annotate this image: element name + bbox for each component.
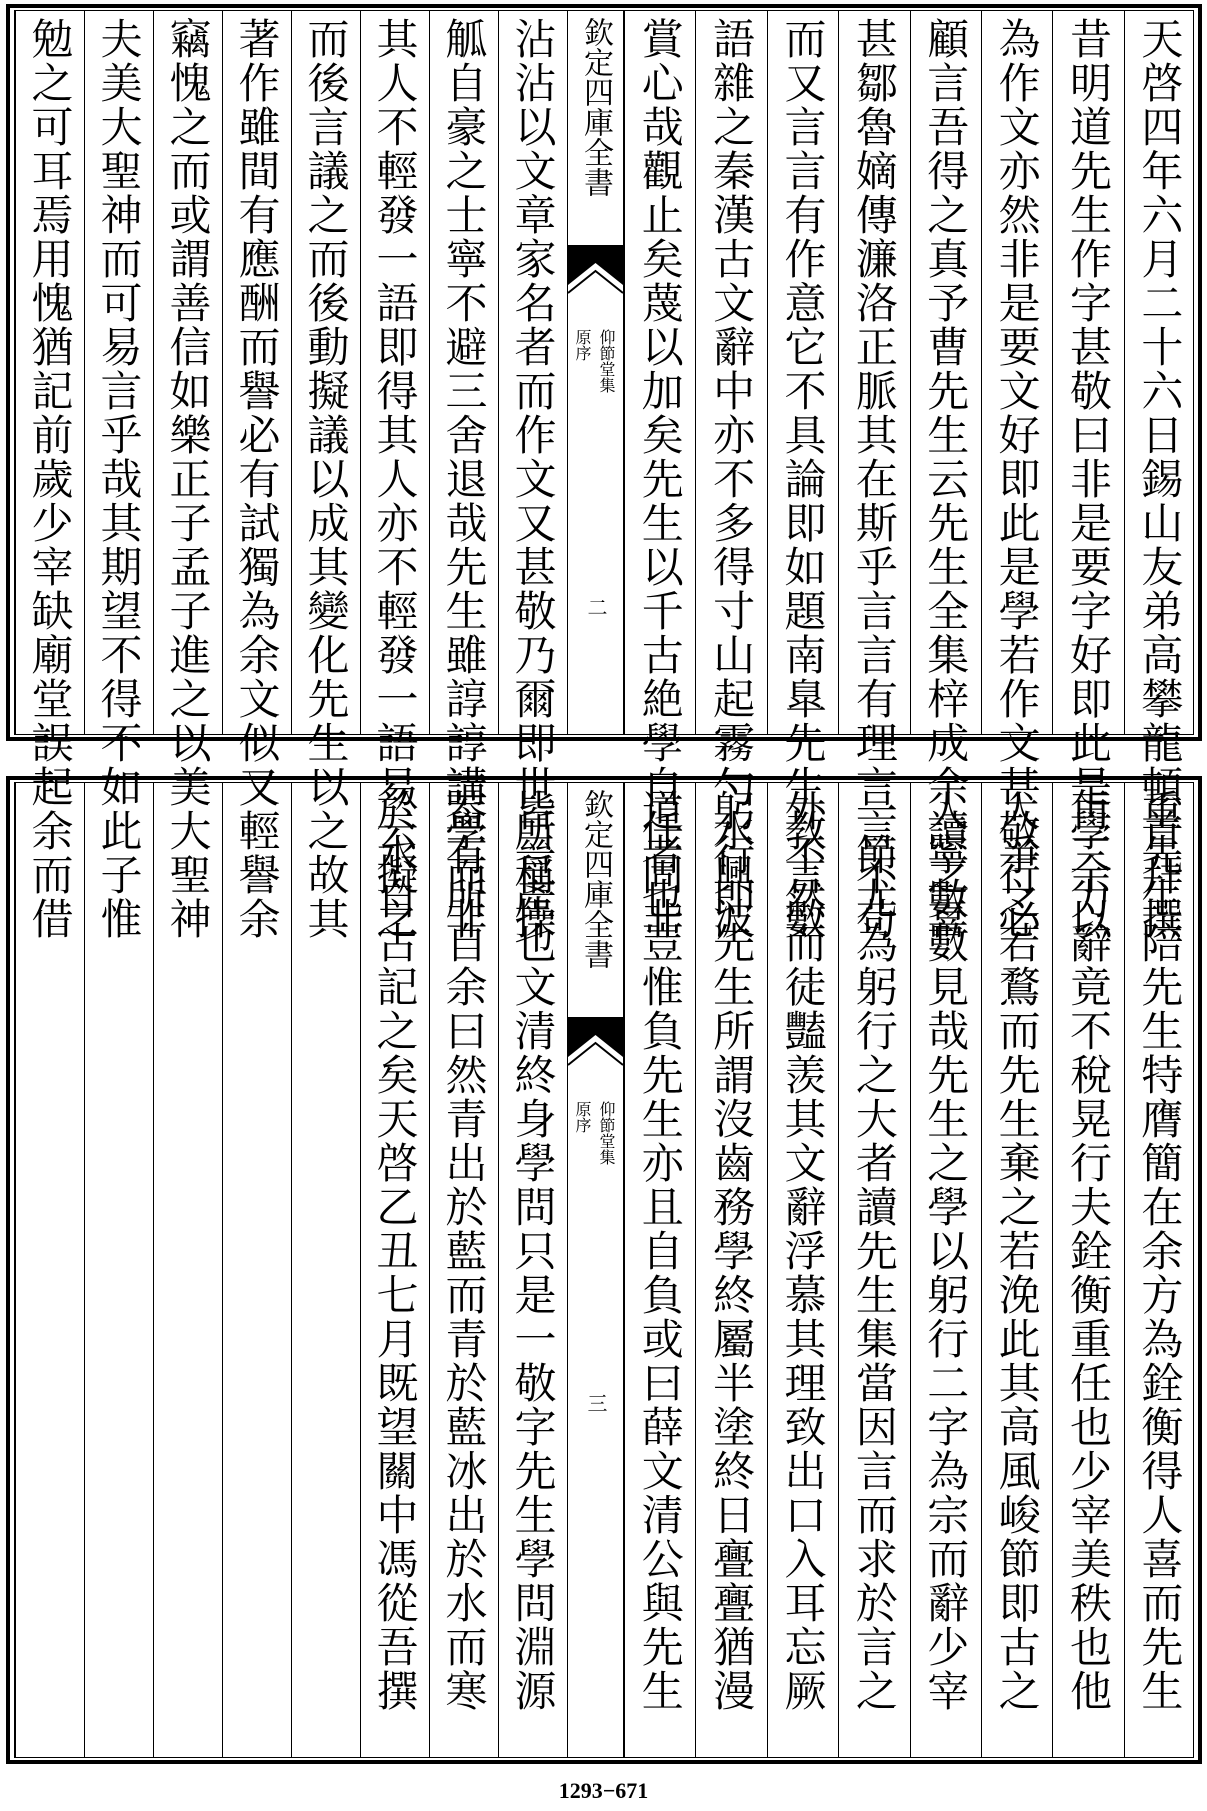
column-text: 甚鄒魯嫡傳濂洛正脈其在斯乎言言有理言言不苟 [849,17,899,941]
text-column [1124,783,1195,1757]
bottom-left-half [15,783,567,1757]
footer-page-number: 1293−671 [558,1778,649,1803]
text-column [981,783,1052,1757]
text-column [429,11,498,941]
column-text: 躬行即先生所謂沒齒務學終屬半塗終日亹亹猶漫 [707,789,757,1713]
column-text: 夫美大聖神而可易言乎哉其期望不得不如此子惟 [94,17,144,941]
text-column [767,11,838,941]
column-text: 為作文亦然非是要文好即此是學若作文甚敬行必 [992,17,1042,941]
column-text: 昔明道先生作字甚敬曰非是要字好即此是學余以 [1063,17,1113,941]
column-text: 天啓四年六月二十六日錫山友弟高攀龍頓首拜撰 [1135,17,1185,941]
text-column [84,11,153,941]
bottom-right-half [624,783,1195,1757]
column-text: 而後言議之而後動擬議以成其變化先生以之故其 [301,17,351,941]
text-column [624,11,695,941]
text-column [981,11,1052,941]
bottom-center-fold [567,783,624,1757]
column-text: 而又言言有作意它不具論即如題南臯先生教言數 [778,17,828,941]
text-column [222,11,291,941]
column-text: 其人不輕發一語即得其人亦不輕發一語易云擬之 [370,17,420,941]
column-text: 一節尤為躬行之大者讀先生集當因言而求於言之 [849,789,899,1713]
top-left-half [15,11,567,941]
bottom-center-page: 三 [584,1393,608,1413]
text-column [360,11,429,941]
column-text: 皆晉產也文清終身學問只是一敬字先生學問淵源 [508,789,558,1713]
text-column [838,783,909,1757]
column-text: 賞心哉觀止矣蔑以加矣先生以千古絶學自任固非 [635,17,685,941]
column-text: 人寧數數見哉先生之學以躬行二字為宗而辭少宰 [921,789,971,1713]
text-column [15,783,84,1757]
top-center-book: 仰節堂集 [597,329,616,393]
text-column [1052,11,1123,941]
column-text: 顧言吾得之真予曹先生云先生全集梓成余讀之喜 [921,17,971,941]
column-text: 語雜之秦漢古文辭中亦不多得寸山起霧勺水興波 [707,17,757,941]
top-right-half [624,11,1195,941]
bottom-center-title: 欽定四庫全書 [578,789,613,969]
fishtail-mark [568,1017,623,1087]
text-column [1052,783,1123,1757]
column-text: 竊愧之而或謂善信如樂正子孟子進之以美大聖神 [163,17,213,941]
bottom-center-book: 仰節堂集 [597,1101,616,1165]
column-text: 勉之可耳焉用愧猶記前歲少宰缺廟堂誤起余而借 [25,17,75,941]
text-column [222,783,291,1757]
column-text: 重先生陪先生特膺簡在余方為銓衡得人喜而先生 [1135,789,1185,1713]
top-center-page: 二 [584,597,608,617]
text-column [910,11,981,941]
column-text: 道者也豈惟負先生亦且自負或曰薛文清公與先生 [635,789,685,1713]
text-column [429,783,498,1757]
column-text: 沾沾以文章家名者而作文又甚敬乃爾即世所稱操 [508,17,558,941]
text-column [910,783,981,1757]
column-text: 人爭之若鶩而先生棄之若浼此其高風峻節即古之 [992,789,1042,1713]
bottom-page [0,772,1207,1772]
text-column [624,783,695,1757]
text-column [767,783,838,1757]
column-text: 葢有所自余曰然青出於藍而青於藍冰出於水而寒 [439,789,489,1713]
text-column [838,11,909,941]
top-center-title: 欽定四庫全書 [578,17,613,197]
text-column [153,783,222,1757]
text-column [1124,11,1195,941]
text-column [84,783,153,1757]
column-text: 觚自豪之士寧不避三舍退哉先生雖諄諄講學而非 [439,17,489,941]
column-text: 外不然而徒豔羡其文辭浮慕其理致出口入耳忘厥 [778,789,828,1713]
column-text: 於水自古記之矣天啓乙丑七月既望關中馮從吾撰 [370,789,420,1713]
text-column [360,783,429,1757]
text-column [291,783,360,1757]
bottom-page-text-area [14,782,1194,1758]
text-column [291,11,360,941]
column-text: 著作雖間有應酬而譽必有試獨為余文似又輕譽余 [232,17,282,941]
text-column [695,11,766,941]
text-column [498,783,567,1757]
top-center-section: 原序 [573,329,592,361]
text-column [695,783,766,1757]
text-column [153,11,222,941]
column-text: 再三力辭竟不稅晃行夫銓衡重任也少宰美秩也他 [1063,789,1113,1713]
top-page-text-area [14,10,1194,941]
text-column [15,11,84,941]
top-center-fold [567,11,624,734]
fishtail-mark [568,245,623,315]
text-column [498,11,567,941]
bottom-center-section: 原序 [573,1101,592,1133]
